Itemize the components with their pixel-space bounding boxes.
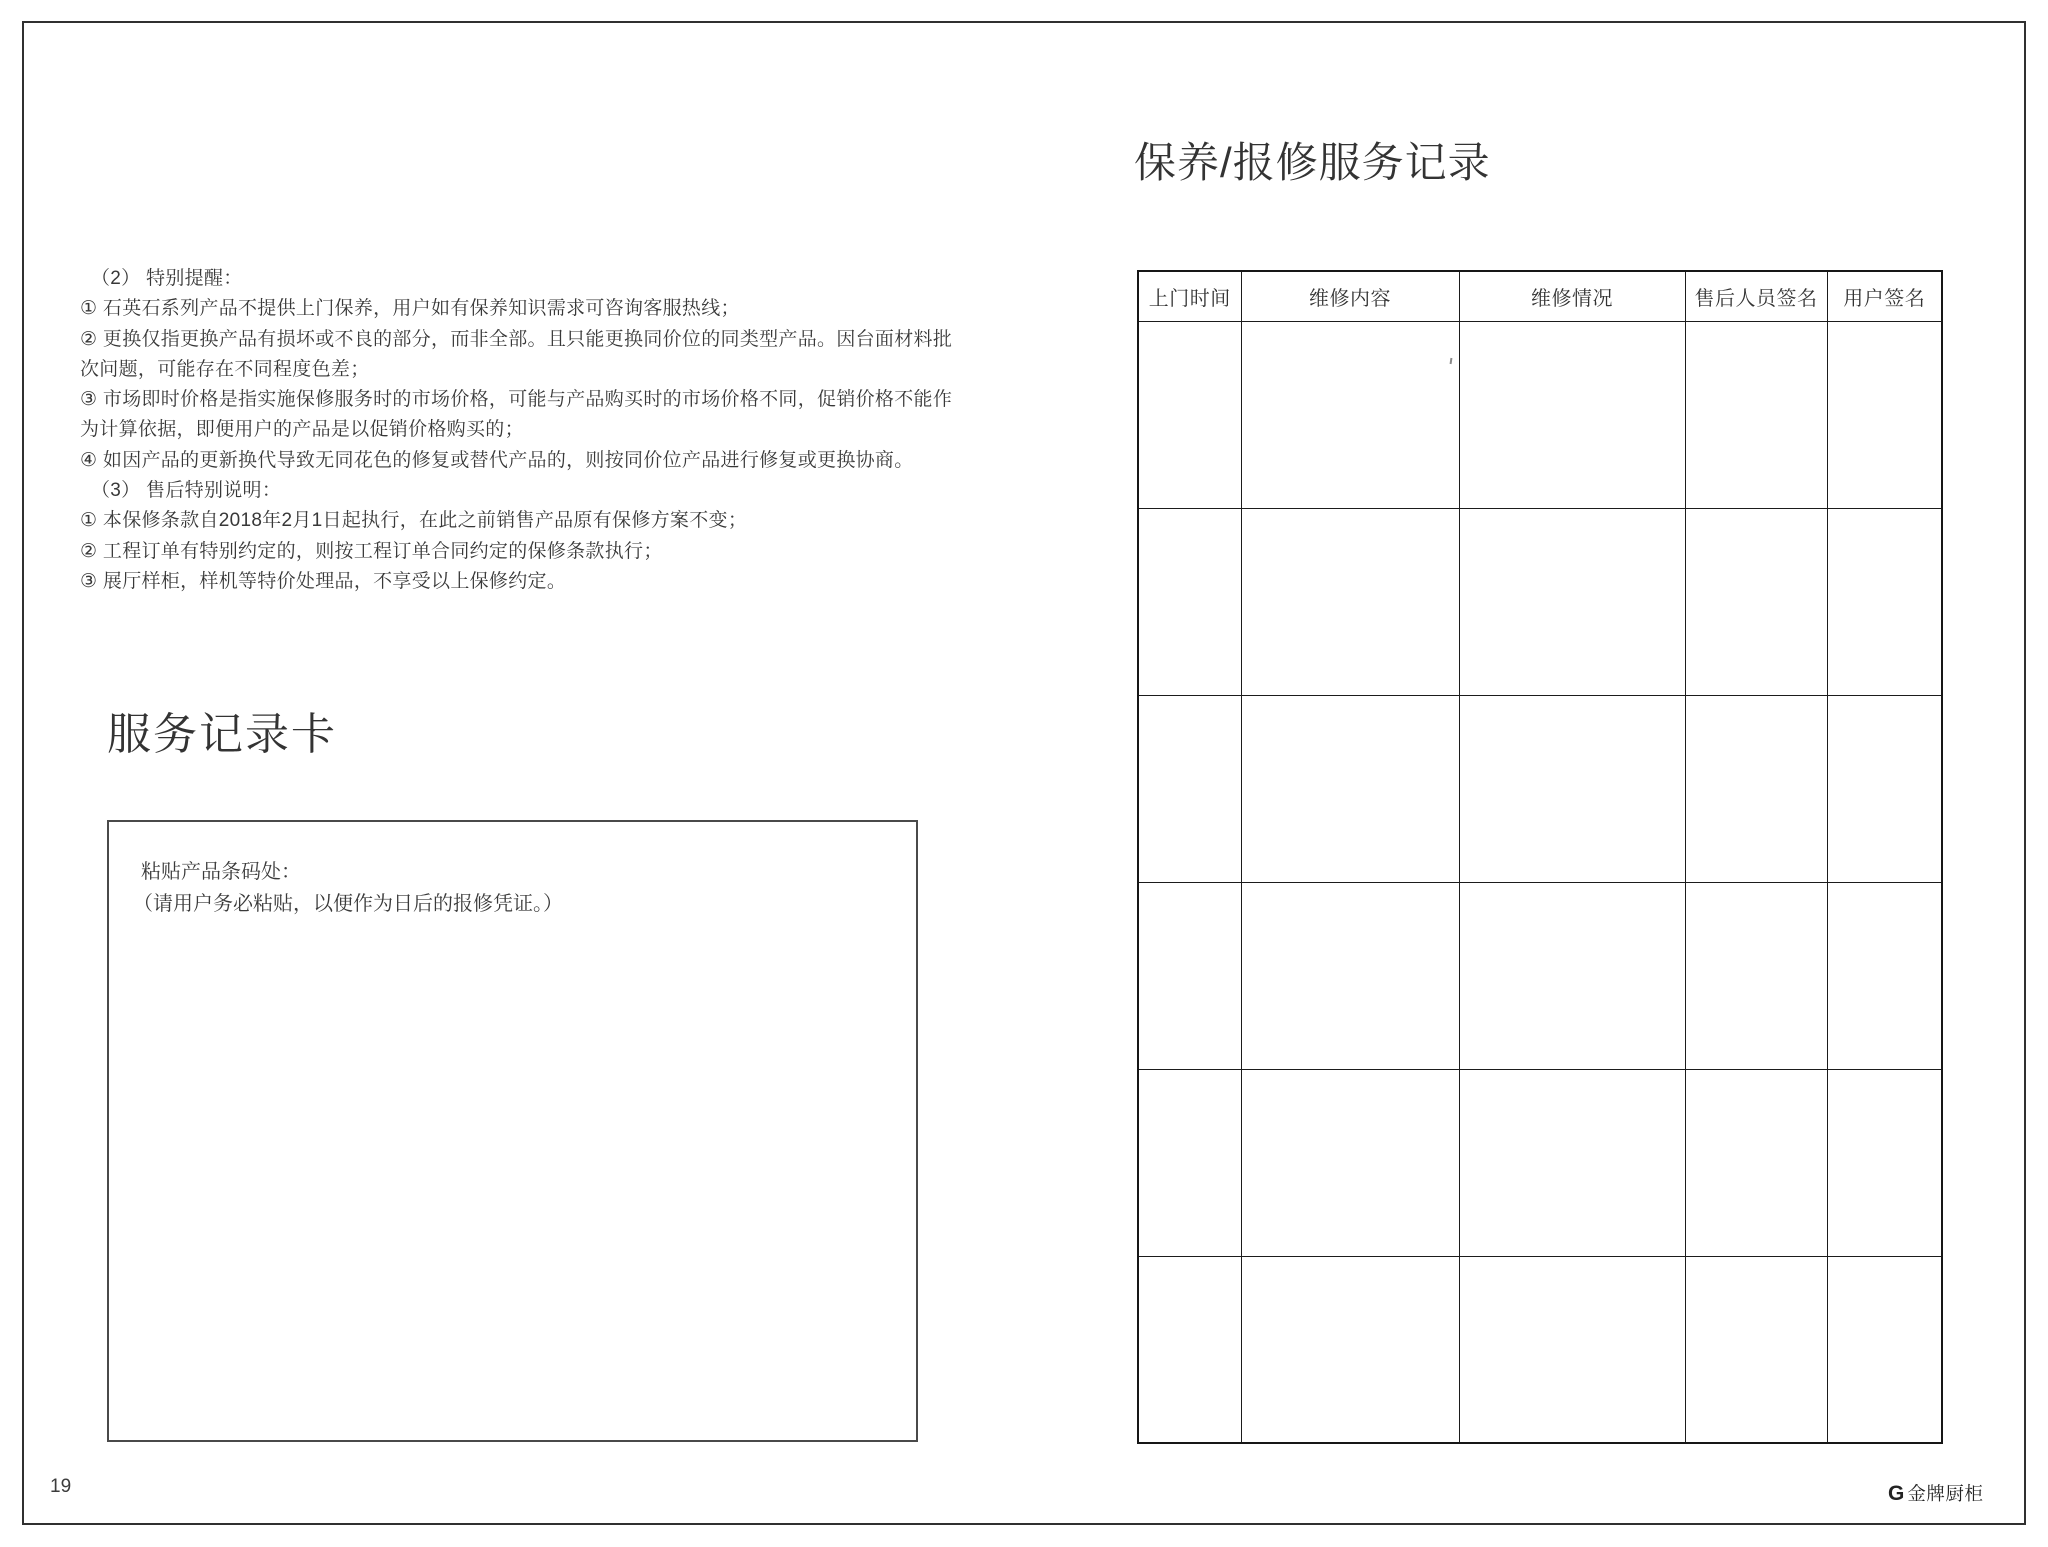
table-cell: [1827, 882, 1942, 1069]
table-header-row: [1138, 271, 1942, 321]
table-cell: [1685, 508, 1827, 695]
note-line: 为计算依据，即便用户的产品是以促销价格购买的；: [80, 419, 524, 441]
table-cell: [1459, 508, 1685, 695]
note-line: ④ 如因产品的更新换代导致无同花色的修复或替代产品的，则按同价位产品进行修复或更换协商。: [80, 449, 914, 471]
table-row: [1138, 695, 1942, 882]
table-cell: [1459, 1256, 1685, 1443]
note-line: （3） 售后特别说明：: [91, 480, 282, 502]
column-header-repair-content: 维修内容: [1241, 271, 1459, 321]
table-cell: [1241, 508, 1459, 695]
column-header-user-signature: 用户签名: [1827, 271, 1942, 321]
table-row: [1138, 1069, 1942, 1256]
table-cell: [1138, 1256, 1241, 1443]
brand-name: 金牌厨柜: [1907, 1483, 1984, 1504]
page-number: 19: [50, 1476, 72, 1497]
warranty-notes: [80, 264, 980, 597]
table-body: [1138, 321, 1942, 1443]
table-cell: [1827, 321, 1942, 508]
table-cell: [1138, 508, 1241, 695]
service-record-card-title: 服务记录卡: [107, 710, 337, 759]
table-cell: [1685, 1069, 1827, 1256]
column-header-visit-time: 上门时间: [1138, 271, 1241, 321]
table-row: [1138, 882, 1942, 1069]
table-cell: [1827, 695, 1942, 882]
table-cell: [1241, 695, 1459, 882]
table-row: [1138, 1256, 1942, 1443]
table-cell: [1459, 1069, 1685, 1256]
brand-g-icon: G: [1888, 1481, 1905, 1505]
table-row: [1138, 508, 1942, 695]
table-cell: [1827, 508, 1942, 695]
service-record-table: [1137, 270, 1943, 1444]
table-cell: [1138, 882, 1241, 1069]
page-title: 保养/报修服务记录: [1134, 139, 1491, 186]
note-line: ③ 市场即时价格是指实施保修服务时的市场价格，可能与产品购买时的市场价格不同，促销价格不能作: [80, 389, 953, 411]
note-line: ① 石英石系列产品不提供上门保养，用户如有保养知识需求可咨询客服热线；: [80, 298, 740, 320]
table-cell: [1138, 1069, 1241, 1256]
note-line: 次问题，可能存在不同程度色差；: [80, 358, 370, 380]
barcode-sticker-box: [107, 820, 918, 1442]
table-cell: [1459, 321, 1685, 508]
barcode-box-note: （请用户务必粘贴，以便作为日后的报修凭证。）: [133, 893, 563, 915]
note-line: ② 工程订单有特别约定的，则按工程订单合同约定的保修条款执行；: [80, 540, 663, 562]
table-cell: [1138, 695, 1241, 882]
table-cell: [1138, 321, 1241, 508]
note-line: ③ 展厅样柜，样机等特价处理品，不享受以上保修约定。: [80, 570, 567, 592]
table-cell: [1241, 882, 1459, 1069]
brand-logo: [1888, 1480, 1983, 1506]
note-line: （2） 特别提醒：: [91, 268, 243, 289]
table-cell: [1241, 1256, 1459, 1443]
table-cell: [1241, 321, 1459, 508]
table-cell: [1685, 1256, 1827, 1443]
table-cell: [1685, 882, 1827, 1069]
note-line: ① 本保修条款自2018年2月1日起执行，在此之前销售产品原有保修方案不变；: [80, 510, 748, 532]
column-header-repair-status: 维修情况: [1459, 271, 1685, 321]
table-row: [1138, 321, 1942, 508]
table-cell: [1685, 321, 1827, 508]
table-cell: [1685, 695, 1827, 882]
table-cell: [1459, 882, 1685, 1069]
column-header-aftersales-signature: 售后人员签名: [1685, 271, 1827, 321]
table-cell: [1459, 695, 1685, 882]
table-cell: [1241, 1069, 1459, 1256]
table-cell: [1827, 1069, 1942, 1256]
note-line: ② 更换仅指更换产品有损坏或不良的部分，而非全部。且只能更换同价位的同类型产品。因台面材料批: [80, 328, 953, 350]
table-cell: [1827, 1256, 1942, 1443]
barcode-box-label: 粘贴产品条码处：: [141, 861, 301, 883]
